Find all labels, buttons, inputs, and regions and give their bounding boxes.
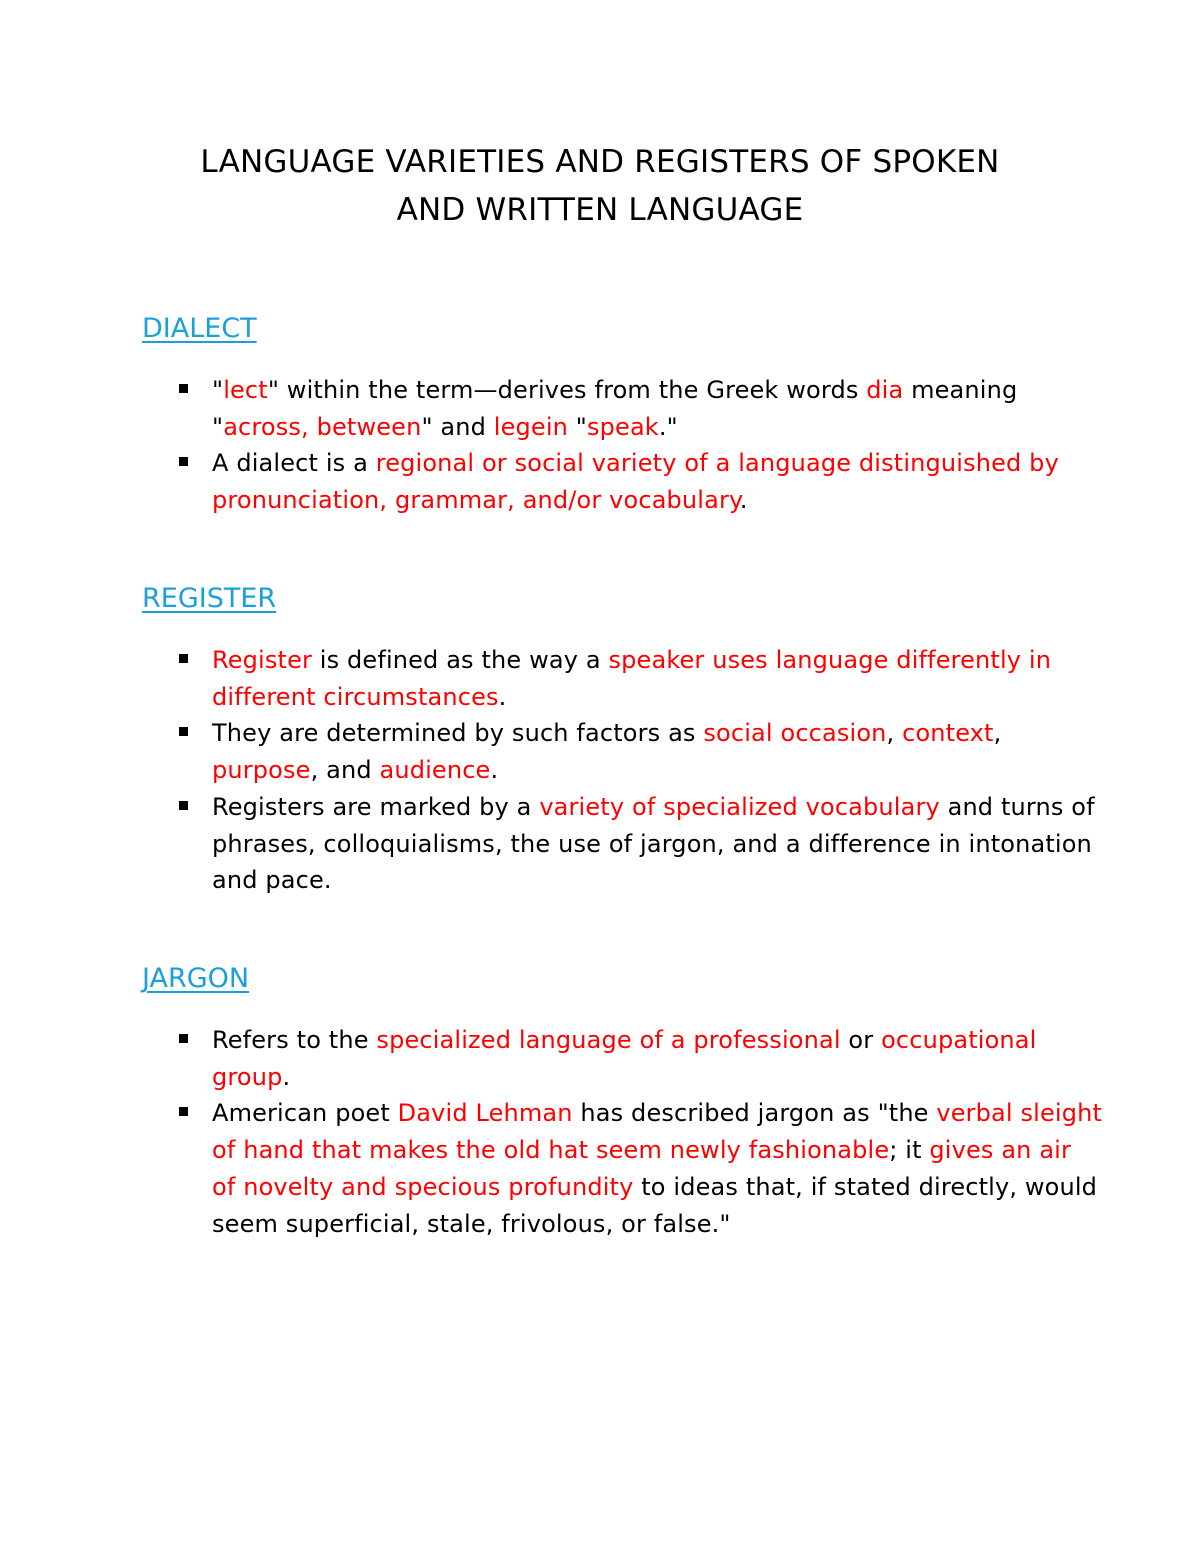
text-run: . — [490, 756, 499, 785]
square-bullet-icon — [179, 801, 188, 810]
emphasis-text: audience — [379, 756, 491, 785]
document-title-line-1: LANGUAGE VARIETIES AND REGISTERS OF SPOKEN — [200, 144, 1000, 180]
text-run: meaning " — [212, 376, 1018, 441]
text-run: to ideas that, if stated directly, would seem superficial, stale, frivolous, or false." — [212, 1172, 1098, 1238]
heading-register: REGISTER — [142, 583, 277, 614]
emphasis-text: across, between — [223, 412, 422, 441]
emphasis-text: verbal sleight of hand that makes the old hat seem newly fashionable — [212, 1099, 1103, 1165]
emphasis-text: specialized language of a professional — [376, 1026, 841, 1054]
square-bullet-icon — [179, 1107, 188, 1116]
text-run: has described jargon as "the — [572, 1099, 937, 1128]
document-title — [100, 138, 1100, 234]
text-run: " — [212, 376, 224, 404]
document-title-line-2: AND WRITTEN LANGUAGE — [396, 192, 804, 228]
emphasis-text: regional or social variety of a language distinguished by pronunciation, grammar, and/or vocabulary — [212, 449, 1059, 515]
text-run: , — [886, 719, 903, 748]
dialect-bullet-2 — [142, 445, 1102, 518]
text-run: and turns of phrases, colloquialisms, the use of jargon, and a difference in intonation and pace. — [212, 792, 1095, 895]
emphasis-text: Register — [212, 646, 313, 674]
square-bullet-icon — [179, 727, 188, 736]
text-run: . — [739, 486, 748, 515]
text-run: . — [282, 1062, 291, 1091]
text-run: . — [498, 682, 507, 711]
text-run: , and — [310, 756, 380, 785]
section-register — [142, 582, 1102, 899]
emphasis-text: speaker uses language differently in different circumstances — [212, 646, 1052, 711]
heading-dialect: DIALECT — [142, 313, 257, 344]
text-run: or — [840, 1026, 882, 1054]
text-run: ." — [658, 412, 678, 441]
register-bullet-2 — [142, 715, 1102, 788]
text-run: American poet — [212, 1099, 398, 1128]
jargon-bullet-1 — [142, 1022, 1102, 1095]
section-dialect — [142, 312, 1102, 519]
dialect-bullet-list — [142, 372, 1102, 519]
text-run: is defined as the way a — [312, 646, 609, 674]
text-run: They are determined by such factors as — [212, 719, 704, 748]
square-bullet-icon — [179, 384, 188, 393]
jargon-bullet-2 — [142, 1095, 1102, 1242]
emphasis-text: lect — [223, 376, 268, 404]
jargon-bullet-list — [142, 1022, 1102, 1242]
square-bullet-icon — [179, 457, 188, 466]
text-run: " within the term—derives from the Greek words — [267, 376, 867, 404]
heading-jargon: JARGON — [142, 963, 250, 994]
square-bullet-icon — [179, 1034, 188, 1043]
emphasis-text: legein — [493, 412, 569, 441]
text-run: " and — [421, 412, 494, 441]
text-run: A dialect is a — [212, 449, 376, 478]
emphasis-text: dia — [866, 376, 904, 404]
emphasis-text: occupational group — [212, 1026, 1037, 1091]
register-bullet-1 — [142, 642, 1102, 715]
section-jargon — [142, 962, 1102, 1242]
text-run: Registers are marked by a — [212, 792, 540, 821]
emphasis-text: speak — [586, 412, 659, 441]
register-bullet-3 — [142, 789, 1102, 899]
register-bullet-list — [142, 642, 1102, 899]
emphasis-text: variety of specialized vocabulary — [539, 792, 940, 821]
emphasis-text: gives an air of novelty and specious profundity — [212, 1136, 1072, 1201]
text-run: Refers to the — [212, 1026, 377, 1054]
text-run: " — [568, 412, 587, 441]
emphasis-text: purpose — [212, 756, 311, 785]
emphasis-text: David Lehman — [397, 1099, 573, 1128]
emphasis-text: social occasion — [703, 719, 887, 748]
text-run: , — [993, 719, 1002, 748]
emphasis-text: context — [902, 719, 994, 748]
dialect-bullet-1 — [142, 372, 1102, 445]
square-bullet-icon — [179, 654, 188, 663]
text-run: ; it — [889, 1136, 930, 1165]
